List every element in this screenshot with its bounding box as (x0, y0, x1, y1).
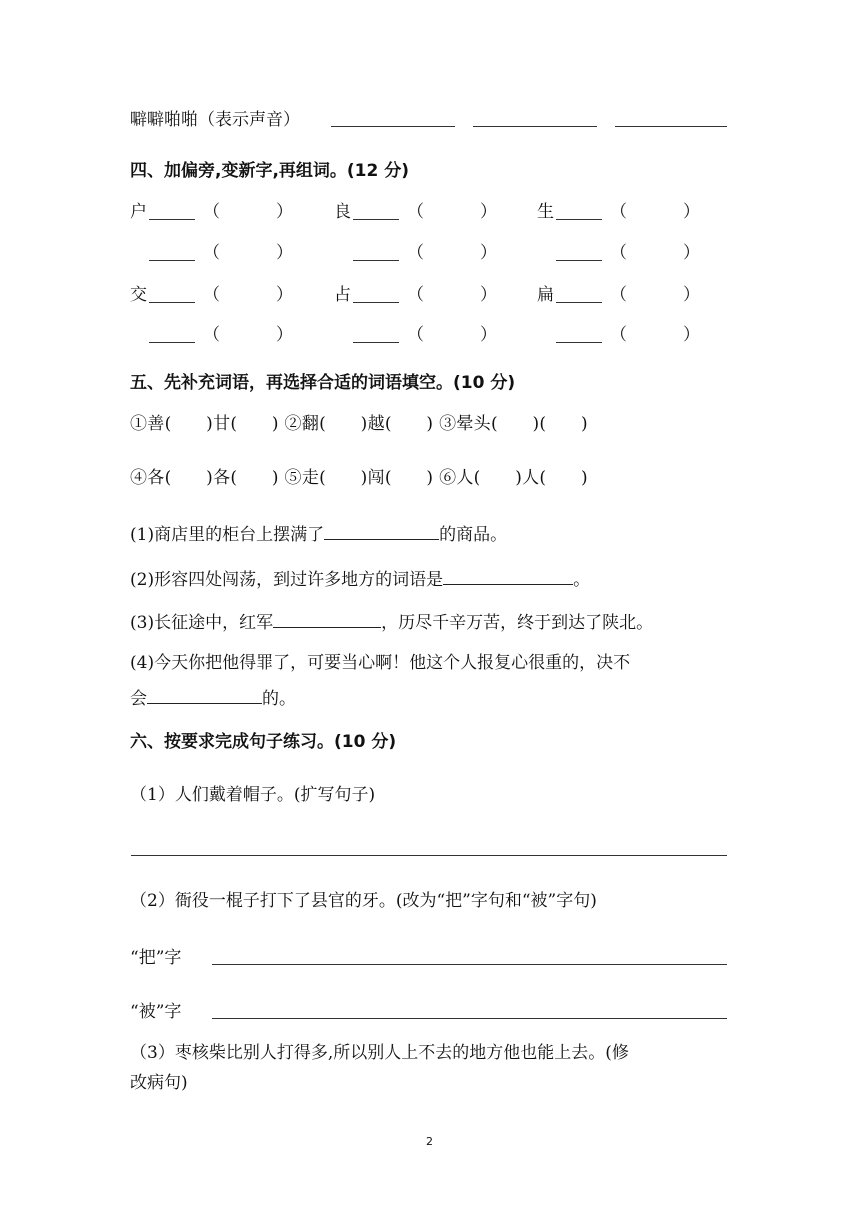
paren-open: （ (610, 202, 627, 222)
answer-line[interactable] (131, 855, 727, 856)
new-char-blank[interactable] (353, 342, 399, 343)
new-char-blank[interactable] (556, 219, 602, 220)
paren-close: ） (480, 285, 497, 305)
question-text: 会 (130, 689, 147, 709)
radical-char: 良 (334, 202, 351, 222)
answer-blank[interactable] (324, 521, 439, 540)
paren-open: （ (407, 325, 424, 345)
new-char-blank[interactable] (149, 219, 195, 220)
new-char-blank[interactable] (353, 302, 399, 303)
question-text: 的商品。 (439, 525, 508, 545)
radical-char: 户 (130, 202, 147, 222)
new-char-blank[interactable] (149, 342, 195, 343)
paren-open: （ (203, 285, 220, 305)
paren-close: ） (276, 202, 293, 222)
paren-close: ） (276, 285, 293, 305)
word-answer-slot[interactable] (630, 200, 688, 224)
paren-open: （ (407, 202, 424, 222)
paren-close: ） (480, 325, 497, 345)
new-char-blank[interactable] (556, 342, 602, 343)
section5-title: 五、先补充词语，再选择合适的词语填空。(10 分) (130, 373, 516, 393)
paren-close: ） (480, 243, 497, 263)
word-answer-slot[interactable] (223, 323, 281, 347)
word-answer-slot[interactable] (630, 241, 688, 265)
paren-close: ） (276, 325, 293, 345)
paren-close: ） (480, 202, 497, 222)
paren-open: （ (203, 325, 220, 345)
paren-open: （ (203, 202, 220, 222)
new-char-blank[interactable] (149, 260, 195, 261)
word-answer-slot[interactable] (630, 323, 688, 347)
answer-blank[interactable] (273, 609, 381, 628)
radical-char: 扁 (537, 285, 554, 305)
word-answer-slot[interactable] (427, 200, 485, 224)
paren-close: ） (276, 243, 293, 263)
word-answer-slot[interactable] (223, 200, 281, 224)
radical-char: 占 (334, 285, 351, 305)
paren-open: （ (407, 243, 424, 263)
radical-char: 生 (537, 202, 554, 222)
question-text: 的。 (262, 689, 296, 709)
section4-title: 四、加偏旁,变新字,再组词。(12 分) (130, 161, 410, 181)
question-6-1: （1）人们戴着帽子。(扩写句子) (130, 785, 376, 805)
word-answer-slot[interactable] (427, 283, 485, 307)
paren-close: ） (683, 202, 700, 222)
answer-line[interactable] (212, 1018, 727, 1019)
question-text: ，历尽千辛万苦，终于到达了陕北。 (381, 613, 654, 633)
radical-char: 交 (130, 285, 147, 305)
ba-label: “把”字 (130, 948, 182, 968)
word-answer-slot[interactable] (223, 283, 281, 307)
idiom-line-1: ①善( )甘( ) ②翻( )越( ) ③晕头( )( ) (130, 414, 588, 434)
question-5-4b (130, 685, 296, 711)
question-6-3a: （3）枣核柴比别人打得多,所以别人上不去的地方他也能上去。(修 (130, 1043, 629, 1063)
new-char-blank[interactable] (556, 302, 602, 303)
top-line-label: 噼噼啪啪（表示声音） (130, 110, 300, 130)
paren-close: ） (683, 243, 700, 263)
page-number: 2 (426, 1135, 433, 1148)
answer-blank[interactable] (473, 126, 597, 127)
paren-open: （ (610, 243, 627, 263)
question-6-3b: 改病句) (130, 1073, 188, 1093)
new-char-blank[interactable] (353, 219, 399, 220)
answer-blank[interactable] (331, 126, 455, 127)
question-text: (3)长征途中，红军 (130, 613, 274, 633)
paren-open: （ (203, 243, 220, 263)
question-6-2: （2）衙役一棍子打下了县官的牙。(改为“把”字句和“被”字句) (130, 891, 597, 911)
paren-close: ） (683, 325, 700, 345)
answer-blank[interactable] (615, 126, 727, 127)
new-char-blank[interactable] (149, 302, 195, 303)
paren-open: （ (610, 325, 627, 345)
new-char-blank[interactable] (556, 260, 602, 261)
question-text: (1)商店里的柜台上摆满了 (130, 525, 325, 545)
answer-blank[interactable] (147, 685, 262, 704)
paren-open: （ (407, 285, 424, 305)
question-5-4a: (4)今天你把他得罪了，可要当心啊！他这个人报复心很重的，决不 (130, 653, 631, 673)
new-char-blank[interactable] (353, 260, 399, 261)
paren-open: （ (610, 285, 627, 305)
paren-close: ） (683, 285, 700, 305)
idiom-line-2: ④各( )各( ) ⑤走( )闯( ) ⑥人( )人( ) (130, 468, 588, 488)
word-answer-slot[interactable] (223, 241, 281, 265)
question-5-3 (130, 609, 653, 635)
bei-label: “被”字 (130, 1002, 182, 1022)
question-text: 。 (573, 570, 591, 590)
word-answer-slot[interactable] (630, 283, 688, 307)
answer-blank[interactable] (443, 566, 573, 585)
section6-title: 六、按要求完成句子练习。(10 分) (130, 732, 397, 752)
question-text: (2)形容四处闯荡，到过许多地方的词语是 (130, 570, 444, 590)
answer-line[interactable] (212, 964, 727, 965)
question-5-1 (130, 521, 507, 547)
question-5-2 (130, 566, 590, 592)
word-answer-slot[interactable] (427, 323, 485, 347)
word-answer-slot[interactable] (427, 241, 485, 265)
